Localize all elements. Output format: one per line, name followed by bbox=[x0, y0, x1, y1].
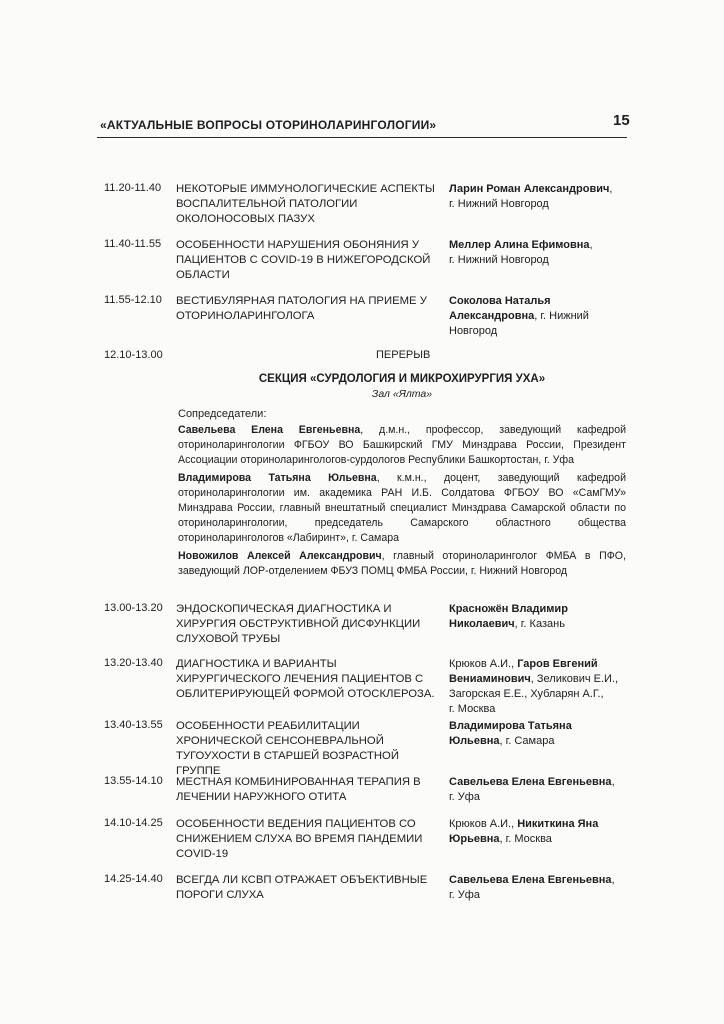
speaker-line bbox=[449, 672, 629, 687]
speaker-name: Ларин Роман Александрович bbox=[449, 183, 610, 195]
speaker-text: Крюков А.И., bbox=[449, 658, 518, 670]
speaker-text: Загорская Е.Е., Хубларян А.Г., bbox=[449, 688, 604, 700]
break-time: 12.10-13.00 bbox=[104, 349, 163, 361]
speaker-line bbox=[449, 873, 629, 888]
speaker-line bbox=[449, 617, 629, 632]
time-slot: 13.40-13.55 bbox=[104, 719, 163, 731]
talk-title: ДИАГНОСТИКА И ВАРИАНТЫ ХИРУРГИЧЕСКОГО ЛЕЧЕНИЯ ПАЦИЕНТОВ С ОБЛИТЕРИРУЮЩЕЙ ФОРМОЙ ОТОСКЛЕРОЗА. bbox=[176, 658, 435, 700]
speaker-text: , г. Самара bbox=[499, 735, 555, 747]
speaker-name: Гаров Евгений bbox=[517, 658, 598, 670]
speaker-line bbox=[449, 817, 629, 832]
speaker-name: Юльевна bbox=[449, 735, 500, 747]
section-title: СЕКЦИЯ «СУРДОЛОГИЯ И МИКРОХИРУРГИЯ УХА» bbox=[258, 373, 546, 385]
talk-title: ОСОБЕННОСТИ РЕАБИЛИТАЦИИ ХРОНИЧЕСКОЙ СЕНСОНЕВРАЛЬНОЙ ТУГОУХОСТИ В СТАРШЕЙ ВОЗРАСТНОЙ ГРУППЕ bbox=[176, 720, 399, 777]
speaker-text: , bbox=[589, 239, 593, 251]
time-slot: 13.55-14.10 bbox=[104, 775, 163, 787]
speaker bbox=[449, 775, 629, 805]
speaker-line bbox=[449, 719, 629, 734]
speaker-name: Вениаминович bbox=[449, 673, 531, 685]
cochair-details: , д.м.н., профессор, заведующий кафедрой оториноларингологии ФГБОУ ВО Башкирский ГМУ Минздрава России, Президент Ассоциации оториноларингологов-сурдологов Республики Башкортостан, г. Уфа bbox=[178, 424, 626, 466]
speaker-name: Александровна bbox=[449, 310, 535, 322]
cochair-entry bbox=[178, 549, 626, 579]
cochair-details: , к.м.н., доцент, заведующий кафедрой оториноларингологии им. академика РАН И.Б. Солдатова ФГБОУ ВО «СамГМУ» Минздрава России, главный внештатный специалист Минздрава Самарской области по оториноларингологии, председатель Самарского областного общества оториноларингологов «Лабиринт», г. Самара bbox=[178, 472, 626, 544]
cochair-name: Савельева Елена Евгеньевна bbox=[178, 424, 361, 436]
speaker bbox=[449, 817, 629, 847]
speaker-text: г. Уфа bbox=[449, 791, 480, 803]
cochair-entry bbox=[178, 423, 626, 468]
section-hall: Зал «Ялта» bbox=[371, 388, 433, 400]
speaker-name: Николаевич bbox=[449, 618, 515, 630]
speaker-name: Савельева Елена Евгеньевна bbox=[449, 776, 612, 788]
time-slot: 11.20-11.40 bbox=[104, 182, 162, 194]
speaker-line bbox=[449, 197, 629, 212]
speaker-text: г. Нижний Новгород bbox=[449, 198, 549, 210]
talk-title: ЭНДОСКОПИЧЕСКАЯ ДИАГНОСТИКА И ХИРУРГИЯ ОБСТРУКТИВНОЙ ДИСФУНКЦИИ СЛУХОВОЙ ТРУБЫ bbox=[176, 603, 421, 645]
speaker bbox=[449, 719, 629, 749]
speaker bbox=[449, 873, 629, 903]
speaker-name: Юрьевна bbox=[449, 833, 500, 845]
talk-title: ОСОБЕННОСТИ НАРУШЕНИЯ ОБОНЯНИЯ У ПАЦИЕНТОВ С COVID-19 В НИЖЕГОРОДСКОЙ ОБЛАСТИ bbox=[176, 239, 431, 281]
speaker-line bbox=[449, 832, 629, 847]
time-slot: 11.55-12.10 bbox=[104, 294, 162, 306]
speaker-name: Никиткина Яна bbox=[517, 818, 599, 830]
talk-title: ВЕСТИБУЛЯРНАЯ ПАТОЛОГИЯ НА ПРИЕМЕ У ОТОРИНОЛАРИНГОЛОГА bbox=[176, 295, 427, 322]
speaker-text: г. Уфа bbox=[449, 889, 480, 901]
speaker-text: , bbox=[611, 776, 615, 788]
speaker-text: , г. Казань bbox=[514, 618, 565, 630]
talk-title: НЕКОТОРЫЕ ИММУНОЛОГИЧЕСКИЕ АСПЕКТЫ ВОСПАЛИТЕЛЬНОЙ ПАТОЛОГИИ ОКОЛОНОСОВЫХ ПАЗУХ bbox=[176, 183, 435, 225]
speaker-text: , г. Нижний bbox=[534, 310, 589, 322]
time-slot: 13.20-13.40 bbox=[104, 657, 163, 669]
speaker-text: Крюков А.И., bbox=[449, 818, 518, 830]
speaker-line bbox=[449, 702, 629, 717]
cochairs-label: Сопредседатели: bbox=[178, 408, 267, 420]
speaker-text: , bbox=[611, 874, 615, 886]
speaker bbox=[449, 294, 629, 339]
speaker-line bbox=[449, 602, 629, 617]
speaker bbox=[449, 182, 629, 212]
cochair-entry bbox=[178, 471, 626, 546]
speaker-line bbox=[449, 324, 629, 339]
speaker bbox=[449, 238, 629, 268]
speaker-line bbox=[449, 657, 629, 672]
speaker bbox=[449, 602, 629, 632]
cochair-details: , главный оториноларинголог ФМБА в ПФО, заведующий ЛОР-отделением ФБУЗ ПОМЦ ФМБА России, г. Нижний Новгород bbox=[178, 550, 626, 577]
speaker-text: г. Нижний Новгород bbox=[449, 254, 549, 266]
speaker-line bbox=[449, 790, 629, 805]
speaker-name: Меллер Алина Ефимовна bbox=[449, 239, 590, 251]
speaker-line bbox=[449, 253, 629, 268]
talk-title: ВСЕГДА ЛИ КСВП ОТРАЖАЕТ ОБЪЕКТИВНЫЕ ПОРОГИ СЛУХА bbox=[176, 874, 428, 901]
speaker-name: Владимирова Татьяна bbox=[449, 720, 572, 732]
speaker-line bbox=[449, 888, 629, 903]
speaker-text: , Зеликович Е.И., bbox=[530, 673, 619, 685]
speaker-text: , г. Москва bbox=[499, 833, 552, 845]
talk-title: ОСОБЕННОСТИ ВЕДЕНИЯ ПАЦИЕНТОВ СО СНИЖЕНИЕМ СЛУХА ВО ВРЕМЯ ПАНДЕМИИ COVID-19 bbox=[176, 818, 423, 860]
speaker bbox=[449, 657, 629, 717]
speaker-name: Красножён Владимир bbox=[449, 603, 568, 615]
speaker-line bbox=[449, 775, 629, 790]
speaker-line bbox=[449, 182, 629, 197]
speaker-name: Соколова Наталья bbox=[449, 295, 551, 307]
cochair-name: Владимирова Татьяна Юльевна bbox=[178, 472, 377, 484]
time-slot: 14.10-14.25 bbox=[104, 817, 163, 829]
speaker-text: Новгород bbox=[449, 325, 498, 337]
break-label: ПЕРЕРЫВ bbox=[376, 349, 431, 361]
time-slot: 14.25-14.40 bbox=[104, 873, 163, 885]
speaker-text: г. Москва bbox=[449, 703, 496, 715]
time-slot: 11.40-11.55 bbox=[104, 238, 162, 250]
speaker-line bbox=[449, 238, 629, 253]
speaker-line bbox=[449, 294, 629, 309]
header-divider bbox=[97, 137, 627, 138]
page-number: 15 bbox=[613, 112, 630, 129]
speaker-line bbox=[449, 309, 629, 324]
speaker-line bbox=[449, 734, 629, 749]
speaker-text: , bbox=[609, 183, 613, 195]
speaker-line bbox=[449, 687, 629, 702]
running-title: «АКТУАЛЬНЫЕ ВОПРОСЫ ОТОРИНОЛАРИНГОЛОГИИ» bbox=[100, 118, 437, 132]
talk-title: МЕСТНАЯ КОМБИНИРОВАННАЯ ТЕРАПИЯ В ЛЕЧЕНИИ НАРУЖНОГО ОТИТА bbox=[176, 776, 421, 803]
cochair-name: Новожилов Алексей Александрович bbox=[178, 550, 382, 562]
time-slot: 13.00-13.20 bbox=[104, 602, 163, 614]
speaker-name: Савельева Елена Евгеньевна bbox=[449, 874, 612, 886]
